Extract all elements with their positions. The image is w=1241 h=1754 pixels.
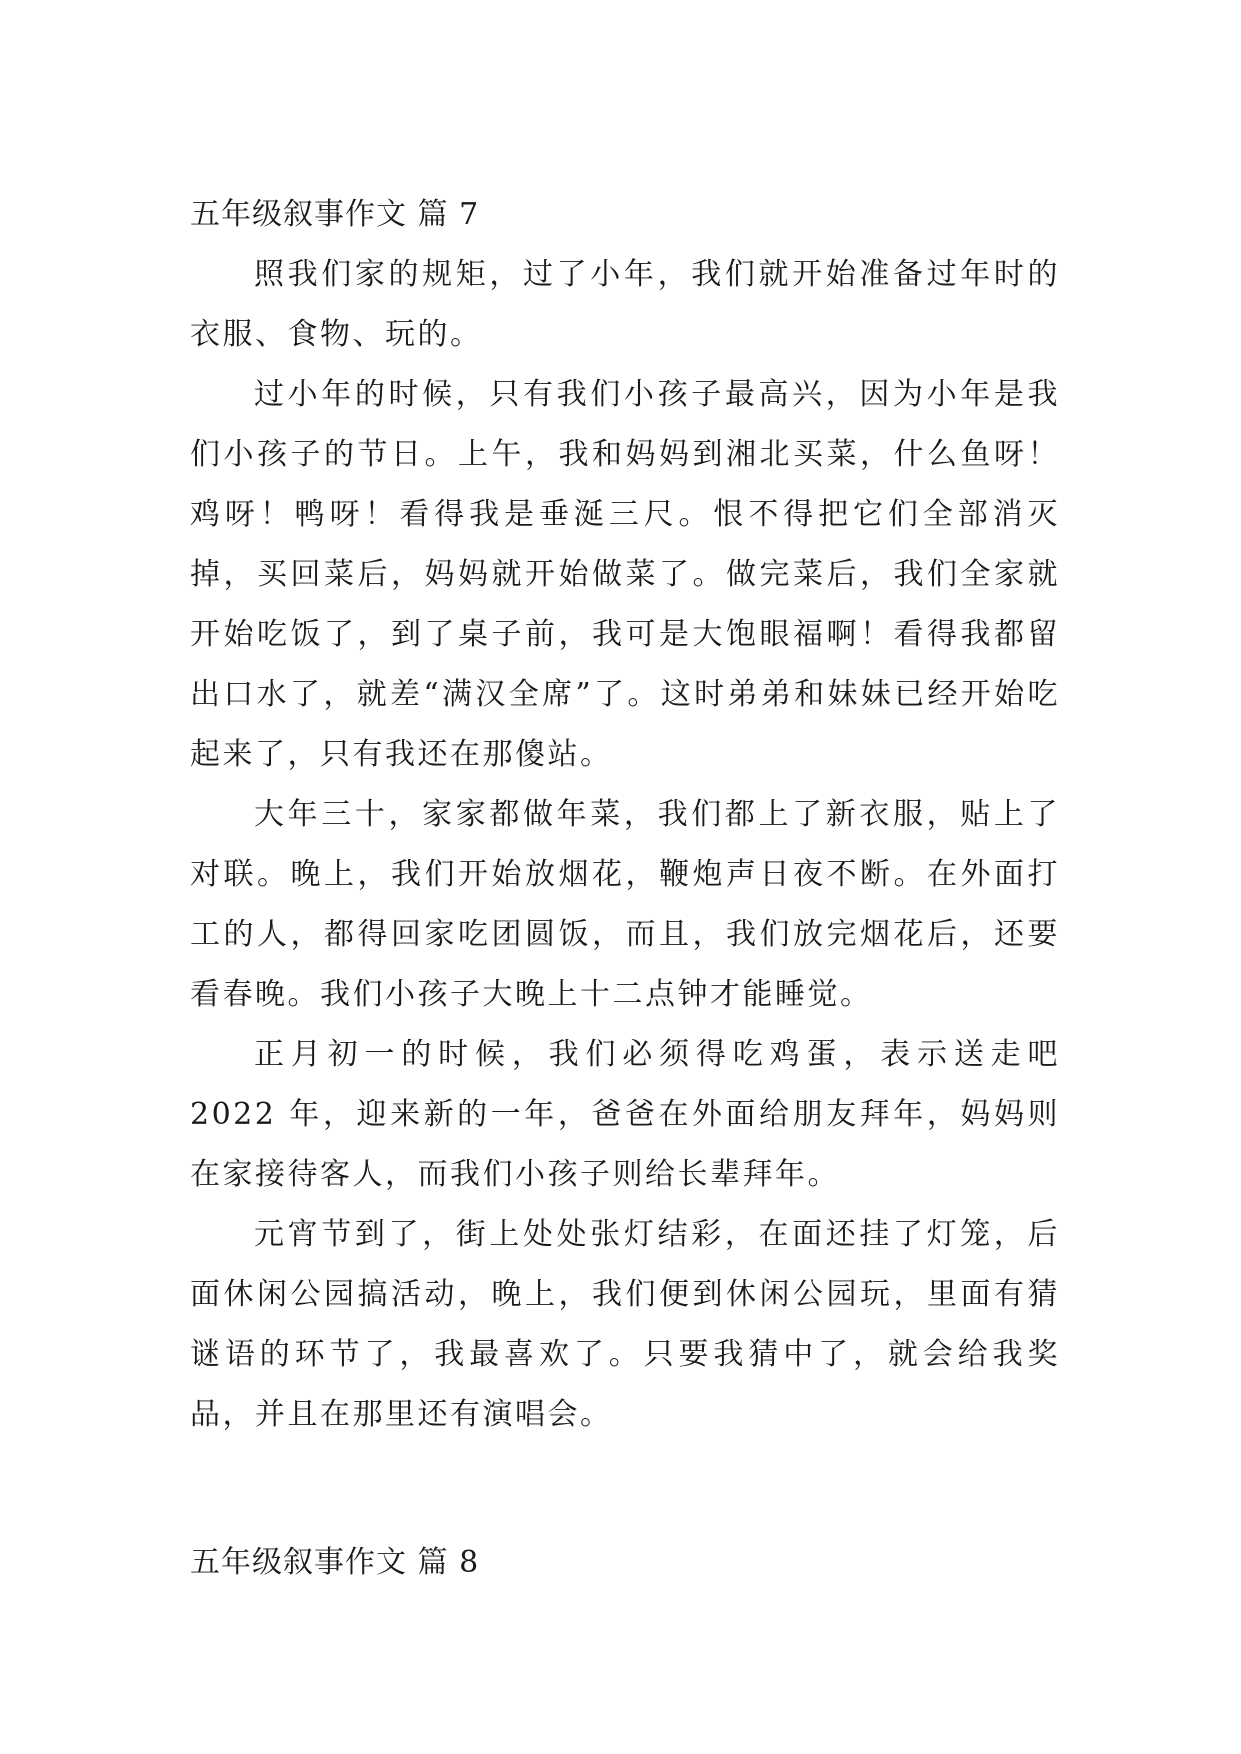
section-heading-7: 五年级叙事作文 篇 7 [190,197,480,232]
section-heading-8: 五年级叙事作文 篇 8 [190,1545,480,1580]
paragraph-4: 正月初一的时候，我们必须得吃鸡蛋，表示送走吧 2022 年，迎来新的一年，爸爸在外面给朋友拜年，妈妈则在家接待客人，而我们小孩子则给长辈拜年。 [190,1037,1060,1192]
paragraph-1: 照我们家的规矩，过了小年，我们就开始准备过年时的衣服、食物、玩的。 [190,257,1060,352]
paragraph-5: 元宵节到了，街上处处张灯结彩，在面还挂了灯笼，后面休闲公园搞活动，晚上，我们便到休闲公园玩，里面有猜谜语的环节了，我最喜欢了。只要我猜中了，就会给我奖品，并且在那里还有演唱会。 [190,1217,1060,1432]
paragraph-3: 大年三十，家家都做年菜，我们都上了新衣服，贴上了对联。晚上，我们开始放烟花，鞭炮声日夜不断。在外面打工的人，都得回家吃团圆饭，而且，我们放完烟花后，还要看春晚。我们小孩子大晚上十二点钟才能睡觉。 [190,797,1060,1012]
section-spacer [190,1445,1060,1533]
document-body [190,185,1060,1593]
paragraph-2: 过小年的时候，只有我们小孩子最高兴，因为小年是我们小孩子的节日。上午，我和妈妈到湘北买菜，什么鱼呀！鸡呀！鸭呀！看得我是垂涎三尺。恨不得把它们全部消灭掉，买回菜后，妈妈就开始做菜了。做完菜后，我们全家就开始吃饭了，到了桌子前，我可是大饱眼福啊！看得我都留出口水了，就差“满汉全席”了。这时弟弟和妹妹已经开始吃起来了，只有我还在那傻站。 [190,377,1060,772]
